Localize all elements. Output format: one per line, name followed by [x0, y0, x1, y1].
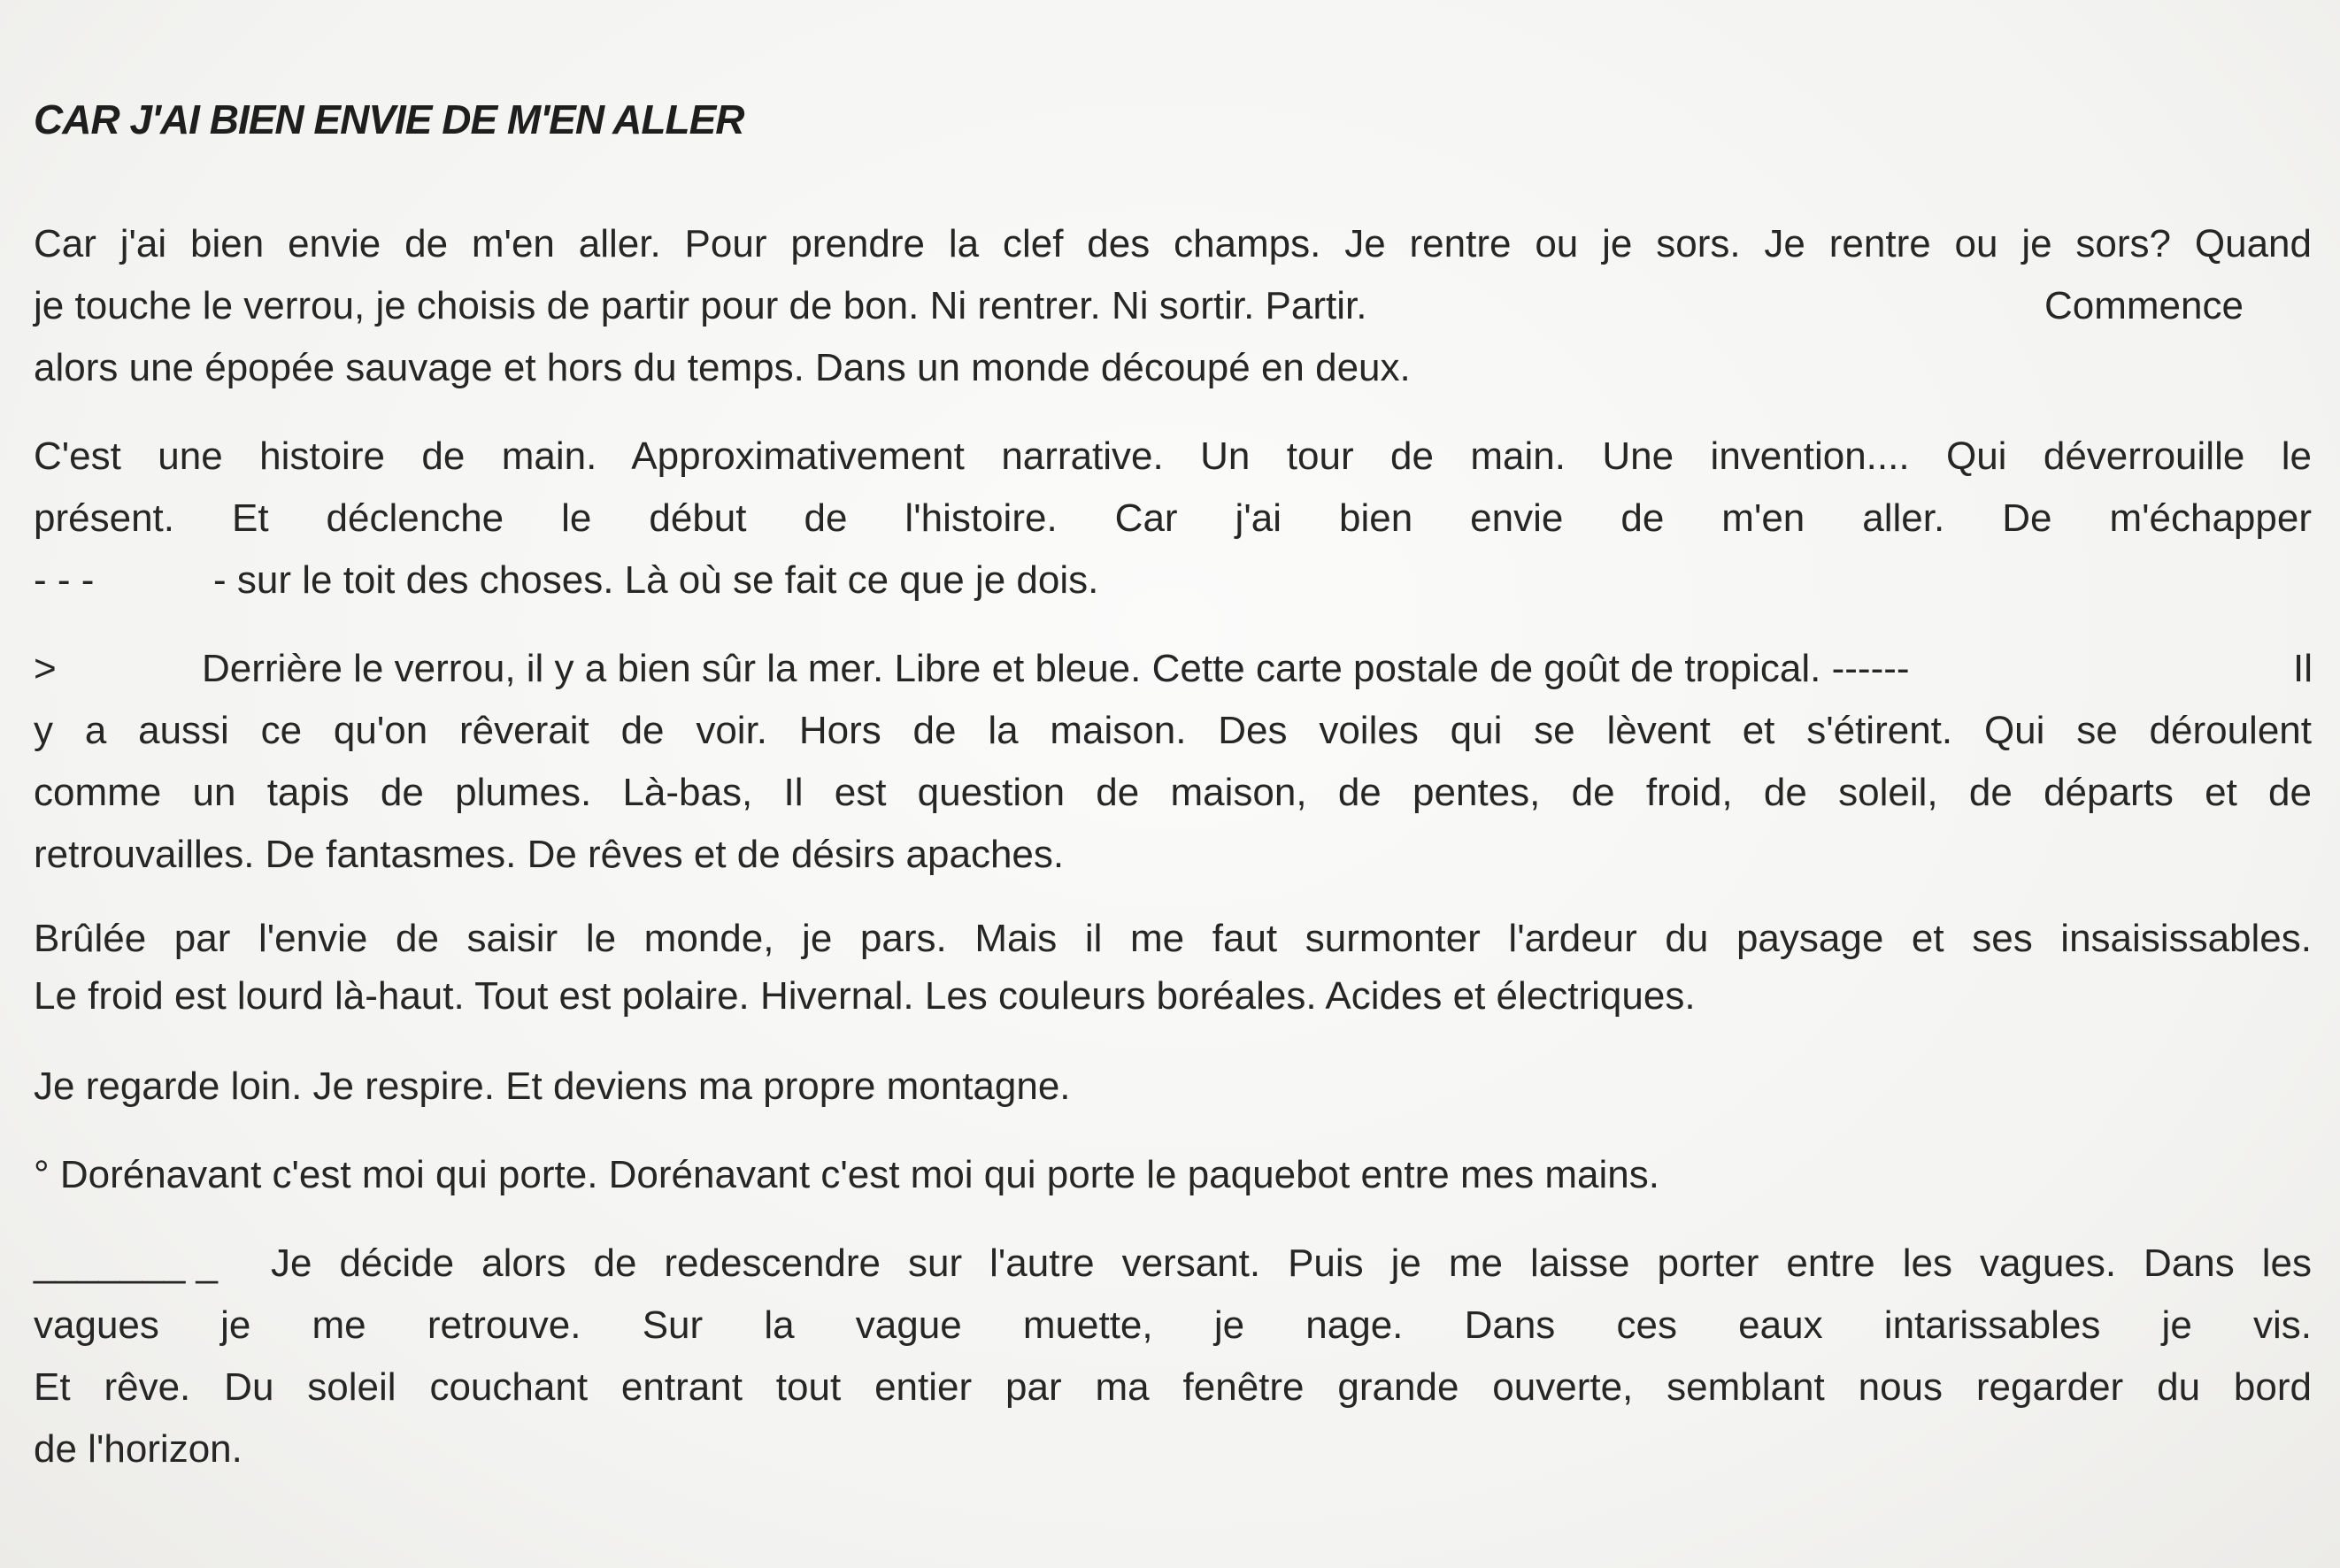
paragraph-6-line-1: ° Dorénavant c'est moi qui porte. Dorénavant c'est moi qui porte le paquebot entre mes mains. [34, 1153, 1659, 1196]
paragraph-2-line-1: C'est une histoire de main. Approximativement narrative. Un tour de main. Une invention.... Qui déverrouille le [34, 434, 2312, 478]
paragraph-7-underline: _______ _ [34, 1241, 218, 1285]
paragraph-1-line-1: Car j'ai bien envie de m'en aller. Pour prendre la clef des champs. Je rentre ou je sors. Je rentre ou je sors? Quand [34, 222, 2312, 265]
paragraph-2-dashes: - - - [34, 558, 95, 602]
paragraph-7-line-2: vagues je me retrouve. Sur la vague muette, je nage. Dans ces eaux intarissables je vis. [34, 1303, 2312, 1347]
paragraph-7-line-4: de l'horizon. [34, 1427, 242, 1471]
paragraph-7-line-3: Et rêve. Du soleil couchant entrant tout entier par ma fenêtre grande ouverte, semblant nous regarder du bord [34, 1365, 2312, 1409]
paragraph-3-line-2: y a aussi ce qu'on rêverait de voir. Hors de la maison. Des voiles qui se lèvent et s'étirent. Qui se déroulent [34, 709, 2312, 752]
paragraph-1-line-3: alors une épopée sauvage et hors du temps. Dans un monde découpé en deux. [34, 346, 1411, 389]
paragraph-5-line-1: Je regarde loin. Je respire. Et deviens ma propre montagne. [34, 1065, 1071, 1108]
paragraph-1-line-2 [34, 281, 2312, 331]
paragraph-3-line-1-text: Derrière le verrou, il y a bien sûr la mer. Libre et bleue. Cette carte postale de goût de tropical. ------ [202, 647, 1910, 690]
document-title: CAR J'AI BIEN ENVIE DE M'EN ALLER [34, 96, 744, 142]
paragraph-2-line-3-text: - sur le toit des choses. Là où se fait ce que je dois. [213, 558, 1099, 602]
paragraph-4-line-2: Le froid est lourd là-haut. Tout est polaire. Hivernal. Les couleurs boréales. Acides et électriques. [34, 974, 1696, 1018]
paragraph-2-line-3 [34, 556, 2312, 605]
paragraph-1-line-2-commence: Commence [2044, 284, 2244, 327]
paragraph-3-arrow: > [34, 647, 57, 690]
paragraph-3-line-3: comme un tapis de plumes. Là-bas, Il est question de maison, de pentes, de froid, de soleil, de départs et de [34, 771, 2312, 814]
paragraph-3-line-1 [34, 644, 2312, 694]
paragraph-3-line-1-end: Il [2293, 647, 2313, 690]
paragraph-7-line-1 [34, 1239, 2312, 1288]
paragraph-7-line-1-text: Je décide alors de redescendre sur l'autre versant. Puis je me laisse porter entre les vagues. Dans les [271, 1241, 2312, 1285]
paragraph-4-line-1: Brûlée par l'envie de saisir le monde, je pars. Mais il me faut surmonter l'ardeur du paysage et ses insaisissables. [34, 917, 2312, 960]
paragraph-3-line-4: retrouvailles. De fantasmes. De rêves et de désirs apaches. [34, 833, 1065, 876]
paragraph-2-line-2: présent. Et déclenche le début de l'histoire. Car j'ai bien envie de m'en aller. De m'échapper [34, 496, 2312, 540]
paragraph-1-line-2-text: je touche le verrou, je choisis de partir pour de bon. Ni rentrer. Ni sortir. Partir. [34, 284, 1367, 327]
